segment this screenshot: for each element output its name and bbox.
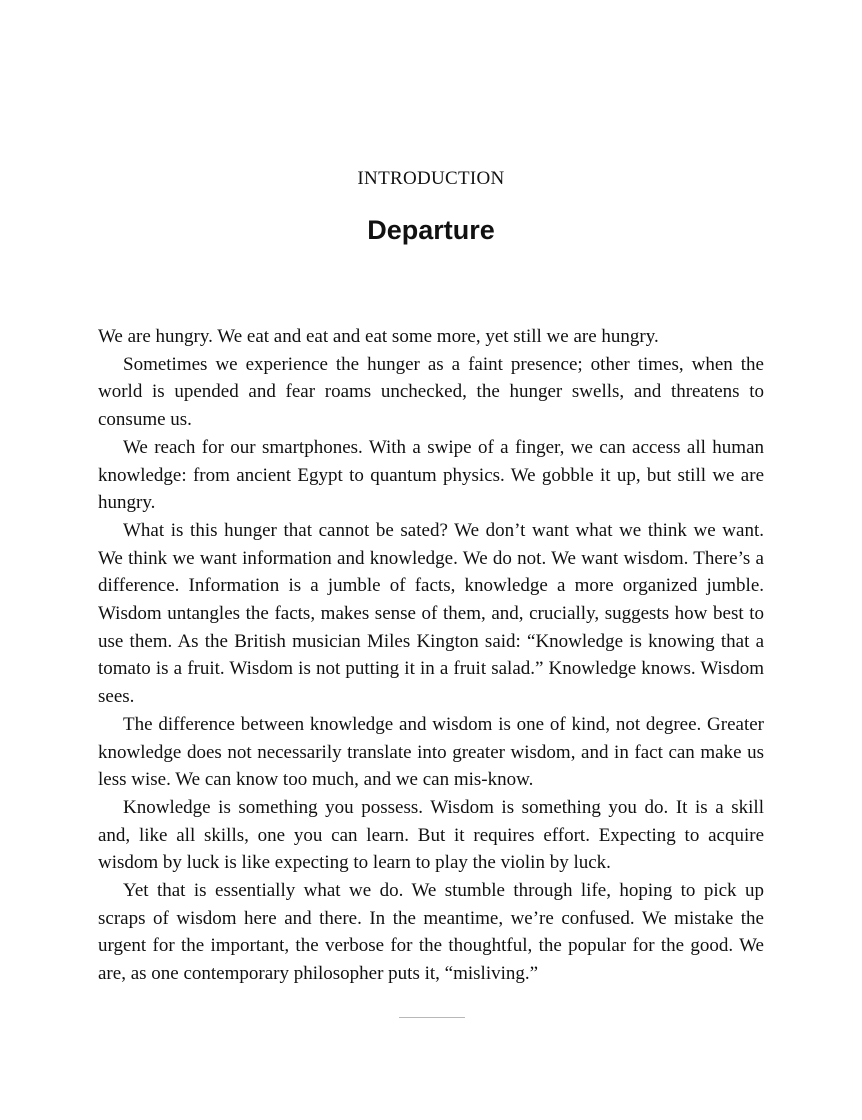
body-text xyxy=(98,323,764,988)
paragraph: Yet that is essentially what we do. We stumble through life, hoping to pick up scraps of wisdom here and there. In the meantime, we’re confused. We mistake the urgent for the important, the verbose for the thoughtful, the popular for the good. We are, as one contemporary philosopher puts it, “misliving.” xyxy=(98,880,764,985)
paragraph: We reach for our smartphones. With a swipe of a finger, we can access all human knowledge: from ancient Egypt to quantum physics. We gobble it up, but still we are hungry. xyxy=(98,436,764,514)
section-divider xyxy=(399,1017,465,1018)
paragraph: Sometimes we experience the hunger as a faint presence; other times, when the world is upended and fear roams unchecked, the hunger swells, and threatens to consume us. xyxy=(98,353,764,431)
paragraph: The difference between knowledge and wisdom is one of kind, not degree. Greater knowledge does not necessarily translate into greater wisdom, and in fact can make us less wise. We can know too much, and we can mis-know. xyxy=(98,713,764,791)
paragraph: We are hungry. We eat and eat and eat some more, yet still we are hungry. xyxy=(98,326,659,347)
paragraph: What is this hunger that cannot be sated? We don’t want what we think we want. We think we want information and knowledge. We do not. We want wisdom. There’s a difference. Information is a jumble of facts, knowledge a more organized jumble. Wisdom untangles the facts, makes sense of them, and, crucially, suggests how best to use them. As the British musician Miles Kington said: “Knowledge is knowing that a tomato is a fruit. Wisdom is not putting it in a fruit salad.” Knowledge knows. Wisdom sees. xyxy=(98,519,764,708)
paragraph: Knowledge is something you possess. Wisdom is something you do. It is a skill and, like all skills, one you can learn. But it requires effort. Expecting to acquire wisdom by luck is like expecting to learn to play the violin by luck. xyxy=(98,796,764,874)
chapter-title: Departure xyxy=(367,215,495,245)
chapter-label: INTRODUCTION xyxy=(357,168,505,189)
